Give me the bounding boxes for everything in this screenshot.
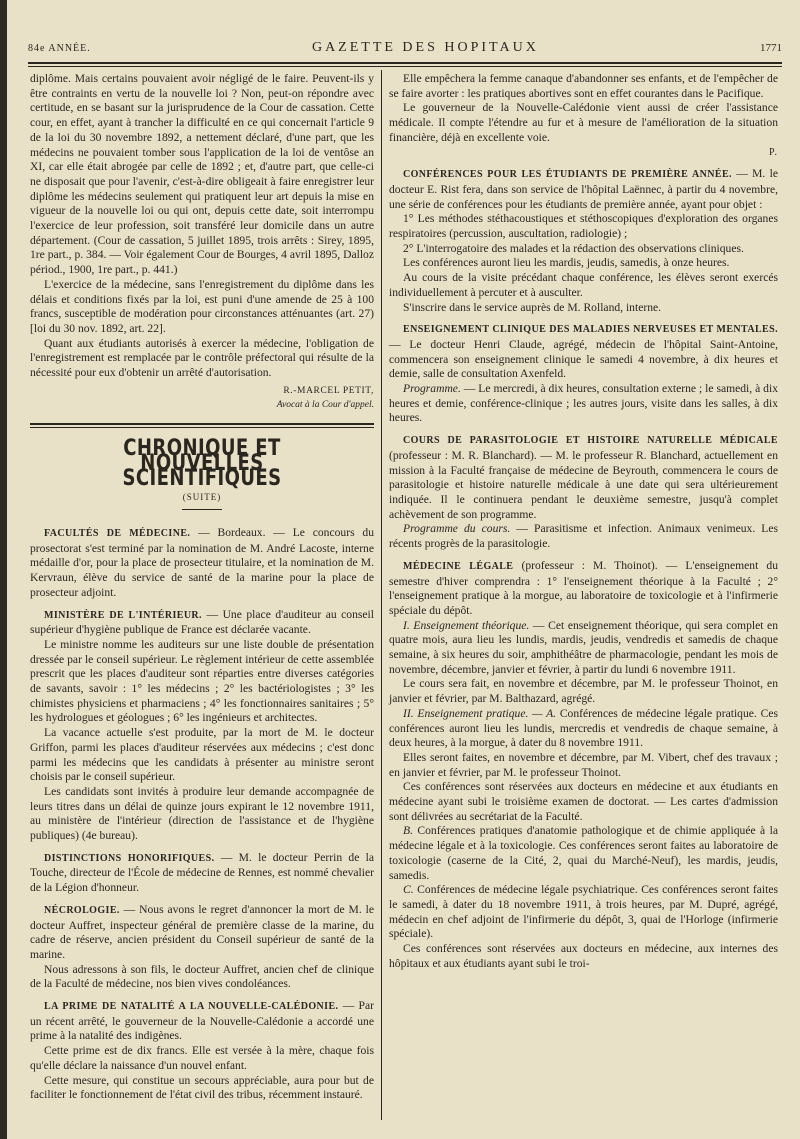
- news-heading: MINISTÈRE DE L'INTÉRIEUR.: [44, 609, 202, 621]
- paragraph: Cette prime est de dix francs. Elle est versée à la mère, chaque fois qu'elle déclare la naissance d'un nouvel enfant.: [30, 1044, 374, 1072]
- paragraph: Le gouverneur de la Nouvelle-Calédonie vient aussi de créer l'assistance médicale. Il compte l'étendre au fur et à mesure de l'amélioration de la situation financière, déjà en excellente voie.: [389, 101, 778, 144]
- paragraph: Programme du cours. — Parasitisme et infection. Animaux venimeux. Les récents progrès de la parasitologie.: [389, 522, 779, 551]
- news-item: COURS DE PARASITOLOGIE ET HISTOIRE NATURELLE MÉDICALE (professeur : M. R. Blanchard). — M. le professeur R. Blanchard, actuellement en mission à la Faculté française de médecine de Beyrouth, commencera le cours de parasitologie et histoire naturelle médicale à une date qui sera ultérieurement indiquée. Il le continuera pendant le deuxième semestre, jusqu'à complet achèvement de son programme.: [389, 435, 778, 521]
- column-divider: [381, 70, 382, 1120]
- paragraph: 2° L'interrogatoire des malades et la rédaction des observations cliniques.: [403, 241, 744, 255]
- author-role: Avocat à la Cour d'appel.: [276, 400, 374, 411]
- header-rule-thin: [28, 66, 782, 67]
- page-edge-shadow: [0, 0, 7, 1139]
- news-item: MINISTÈRE DE L'INTÉRIEUR. — Une place d'auditeur au conseil supérieur d'hygiène publique de France est déclarée vacante.: [30, 607, 374, 637]
- header-page-number: 1771: [759, 42, 782, 54]
- news-heading: CONFÉRENCES POUR LES ÉTUDIANTS DE PREMIÈRE ANNÉE.: [403, 169, 732, 181]
- paragraph: Les candidats sont invités à produire leur demande accompagnée de leurs titres dans un délai de quinze jours expirant le 12 novembre 1911, au ministère de l'intérieur (direction de l'assistance et de l'hygiène publiques) (4e bureau).: [30, 784, 374, 843]
- news-item: NÉCROLOGIE. — Nous avons le regret d'annoncer la mort de M. le docteur Auffret, inspecteur général de première classe de la marine, du cadre de réserve, ancien président du Conseil supérieur de santé de la marine.: [30, 902, 374, 961]
- paragraph: 1° Les méthodes stéthacoustiques et stéthoscopiques d'exploration des organes respiratoires (percussion, auscultation, radiologie) ;: [389, 212, 778, 241]
- header-title: GAZETTE DES HOPITAUX: [311, 40, 539, 55]
- news-heading: COURS DE PARASITOLOGIE ET HISTOIRE NATURELLE MÉDICALE: [403, 435, 778, 447]
- news-item: DISTINCTIONS HONORIFIQUES. — M. le docteur Perrin de la Touche, directeur de l'École de médecine de Rennes, est nommé chevalier de la Légion d'honneur.: [30, 850, 374, 895]
- news-heading: MÉDECINE LÉGALE: [403, 560, 514, 572]
- section-title: CHRONIQUE ET NOUVELLES SCIENTIFIQUES: [122, 436, 282, 491]
- paragraph: Quant aux étudiants autorisés à exercer la médecine, l'obligation de l'enregistrement est remplacée par le contrôle préfectoral qui résulte de la nécessité pour eux d'obtenir un arrêté d'autorisation.: [30, 336, 374, 380]
- section-rule-thin: [30, 427, 374, 428]
- news-heading: ENSEIGNEMENT CLINIQUE DES MALADIES NERVEUSES ET MENTALES.: [403, 324, 778, 336]
- paragraph: Le ministre nomme les auditeurs sur une liste double de présentation dressée par le conseil supérieur. Le règlement intérieur de cette assemblée prescrit que les places d'auditeur sont réparties entre diverses catégories de savants, savoir : 1° les médecins ; 2° les bactériologistes ; 3° les chimistes physiciens et pharmaciens ; 4° les fonctionnaires sanitaires ; 5° les hydrologues et géologues ; 6° les ingénieurs et architectes.: [30, 637, 374, 725]
- item-signature: P.: [769, 146, 778, 158]
- paragraph: B. Conférences pratiques d'anatomie pathologique et de chimie appliquée à la médecine légale et à la toxicologie. Ces conférences seront faites au laboratoire de toxicologie (caserne de la Cité, 2, quai du Marché-Neuf), les mardis, jeudis, samedis.: [389, 824, 778, 882]
- section-short-rule: [182, 509, 222, 510]
- paragraph: Ces conférences sont réservées aux docteurs en médecine, aux internes des hôpitaux et aux étudiants ayant subi le troi-: [389, 942, 778, 970]
- author-signature: R.-MARCEL PETIT,: [283, 385, 374, 396]
- right-column: [389, 72, 778, 971]
- header-year: 84e ANNÉE.: [28, 43, 91, 54]
- paragraph: Elle empêchera la femme canaque d'abandonner ses enfants, et de l'empêcher de se faire avorter : les pratiques abortives sont en effet courantes dans le Pacifique.: [389, 72, 778, 100]
- paragraph: Programme. — Le mercredi, à dix heures, consultation externe ; le samedi, à dix heures et demie, conférence-clinique ; les autres jours, visite dans les salles, à dix heures.: [389, 382, 778, 425]
- news-heading: NÉCROLOGIE.: [44, 904, 120, 916]
- paragraph: La vacance actuelle s'est produite, par la mort de M. le docteur Griffon, parmi les places d'auditeur réservées aux médecins ; c'est donc parmi les médecins que les candidats à présenter au ministre seront choisis par le conseil supérieur.: [30, 726, 374, 784]
- paragraph: I. Enseignement théorique. — Cet enseignement théorique, qui sera complet en quatre mois, aura lieu les lundis, mardis, jeudis, vendredis et samedis de chaque semaine, à six heures du soir, amphithéâtre de pharmacologie, pendant les mois de novembre, décembre, janvier et février, à partir du lundi 6 novembre 1911.: [389, 618, 779, 676]
- header-rule: [28, 62, 782, 64]
- news-heading: FACULTÉS DE MÉDECINE.: [44, 527, 191, 539]
- news-heading: LA PRIME DE NATALITÉ A LA NOUVELLE-CALÉDONIE.: [44, 1001, 339, 1013]
- section-rule: [30, 423, 374, 425]
- paragraph: Nous adressons à son fils, le docteur Auffret, ancien chef de clinique de la Faculté de médecine, nos bien vives condoléances.: [30, 962, 374, 991]
- paragraph: Les conférences auront lieu les mardis, jeudis, samedis, à onze heures.: [403, 256, 730, 270]
- paragraph: S'inscrire dans le service auprès de M. Rolland, interne.: [403, 300, 662, 314]
- news-item: CONFÉRENCES POUR LES ÉTUDIANTS DE PREMIÈRE ANNÉE. — M. le docteur E. Rist fera, dans son service de l'hôpital Laënnec, à partir du 4 novembre, une série de conférences pour les étudiants de première année, ayant pour objet :: [389, 167, 778, 211]
- paragraph: C. Conférences de médecine légale psychiatrique. Ces conférences seront faites le samedi, à dater du 18 novembre 1911, à trois heures, par M. Dupré, agrégé, médecin en chef adjoint de l'infirmerie du dépôt, 3, quai de l'Horloge (infirmerie spéciale).: [389, 883, 778, 941]
- page-header: [28, 40, 782, 60]
- news-heading: DISTINCTIONS HONORIFIQUES.: [44, 852, 215, 864]
- news-item: ENSEIGNEMENT CLINIQUE DES MALADIES NERVEUSES ET MENTALES. — Le docteur Henri Claude, agrégé, médecin de l'hôpital Saint-Antoine, commencera son enseignement clinique le samedi 4 novembre, à dix heures et demie, salle de consultation Axenfeld.: [389, 324, 778, 381]
- left-column: [30, 72, 374, 1103]
- paragraph: diplôme. Mais certains pouvaient avoir négligé de le faire. Peuvent-ils y être contraints en vertu de la nouvelle loi ? Non, peut-on répondre avec certitude, en se basant sur la jurisprudence de la Cour de cassation. Cette cour, en effet, ayant à trancher la difficulté en ce qui concernait l'article 9 de la loi du 30 novembre 1892, a nettement déclaré, d'une part, que les médecins ne pouvaient tomber sous l'application de la loi de ventôse an XI, car elle était abrogée par celle de 1892 ; et, d'autre part, que celle-ci ne disposait que pour l'avenir, c'est-à-dire obligeait à faire enregistrer leur diplôme les médecins seulement qui pratiquent leur art depuis la mise en vigueur de la nouvelle loi ou qui ont, depuis cette date, soit interrompu l'exercice de leur profession, soit transféré leur domicile dans un autre département. (Cour de cassation, 5 juillet 1895, trois arrêts : Sirey, 1895, 1re part., p. 384. — Voir également Cour de Bourges, 4 avril 1895, Dalloz périod., 1900, 1re part., p. 441.): [30, 72, 374, 277]
- section-subtitle: (SUITE): [182, 492, 222, 503]
- paragraph: Le cours sera fait, en novembre et décembre, par M. le professeur Thoinot, en janvier et février, par M. Balthazard, agrégé.: [389, 677, 778, 706]
- paragraph: Au cours de la visite précédant chaque conférence, les élèves seront exercés individuellement à percuter et à ausculter.: [389, 271, 778, 299]
- paragraph: Ces conférences sont réservées aux docteurs en médecine et aux étudiants en médecine ayant subi le troisième examen de doctorat. — Les cartes d'admission sont délivrées au secrétariat de la Faculté.: [389, 780, 778, 823]
- paragraph: Cette mesure, qui constitue un secours appréciable, aura pour but de faciliter le fonctionnement de l'état civil des tribus, récemment instauré.: [30, 1073, 374, 1102]
- news-item: FACULTÉS DE MÉDECINE. — Bordeaux. — Le concours du prosectorat s'est terminé par la nomination de M. André Lacoste, interne médaille d'or, pour la place de prosecteur titulaire, et la nomination de M. Kervraun, élève du service de santé de la marine pour la place de prosecteur adjoint.: [30, 525, 374, 599]
- news-item: MÉDECINE LÉGALE (professeur : M. Thoinot). — L'enseignement du semestre d'hiver comprendra : 1° l'enseignement théorique à la Faculté ; 2° l'enseignement pratique à la morgue, au laboratoire de toxicologie et à l'infirmerie spéciale du dépôt.: [389, 558, 779, 617]
- paragraph: II. Enseignement pratique. — A. Conférences de médecine légale pratique. Ces conférences auront lieu les lundis, mercredis et vendredis de chaque semaine, à deux heures, à la morgue, à dater du 8 novembre 1911.: [389, 706, 778, 750]
- paragraph: Elles seront faites, en novembre et décembre, par M. Vibert, chef des travaux ; en janvier et février, par M. le professeur Thoinot.: [389, 750, 778, 779]
- news-item: LA PRIME DE NATALITÉ A LA NOUVELLE-CALÉDONIE. — Par un récent arrêté, le gouverneur de la Nouvelle-Calédonie a accordé une prime à la natalité des indigènes.: [30, 999, 374, 1043]
- paragraph: L'exercice de la médecine, sans l'enregistrement du diplôme dans les délais et conditions fixés par la loi, est puni d'une amende de 25 à 100 francs, susceptible de modération pour circonstances atténuantes (art. 27) [loi du 30 nov. 1892, art. 22].: [30, 277, 374, 335]
